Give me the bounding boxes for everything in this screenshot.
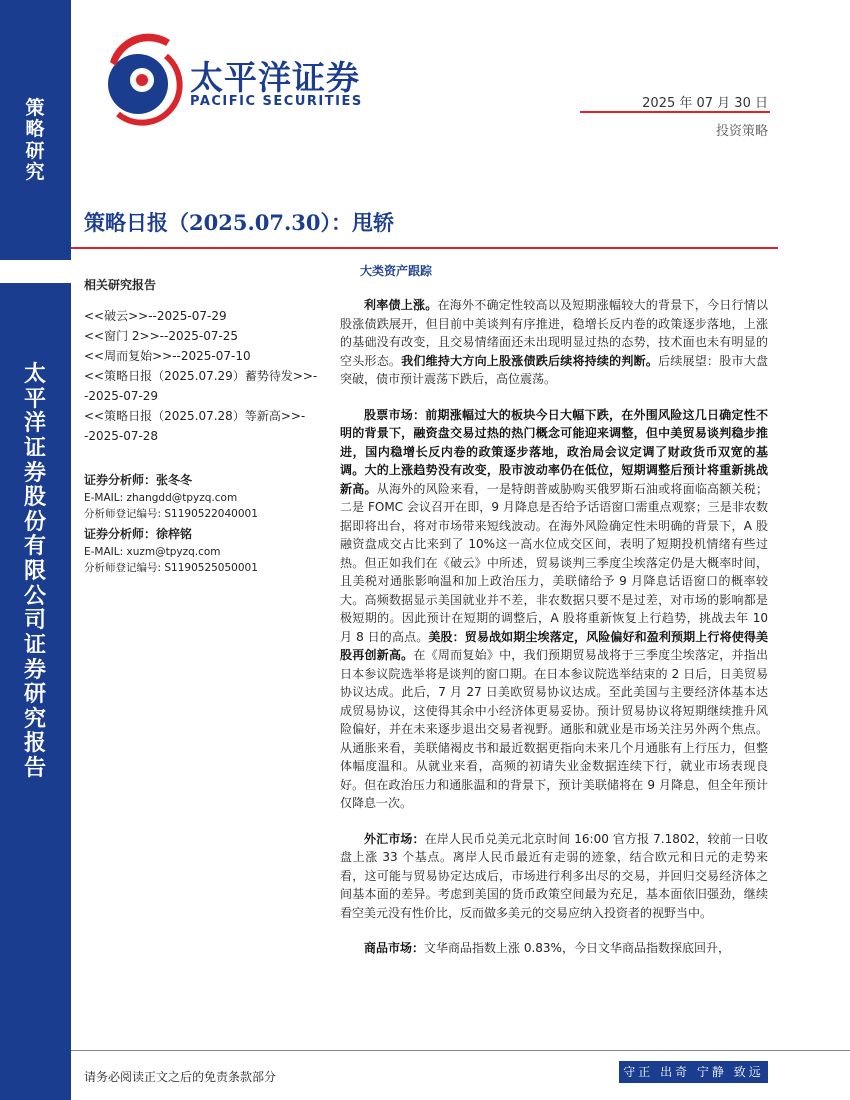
section-heading: 大类资产跟踪 xyxy=(360,264,433,278)
related-report-item[interactable]: <<窗门 2>>--2025-07-25 xyxy=(84,329,239,343)
sidebar-bottom-band xyxy=(0,283,71,1100)
related-report-item[interactable]: <<周而复始>>--2025-07-10 xyxy=(84,349,251,363)
analyst-title: 证券分析师：张冬冬 xyxy=(84,473,193,487)
paragraph-lead: 股票市场：前期涨幅过大的板块今日大幅下跌，在外围风险这几日确定性不明的背景下，融资盘交易过热的热门概念可能迎来调整，但中美贸易谈判稳步推进，国内稳增长反内卷的政策逐步落地，政治局会议定调了财政货币双宽的基调。大的上涨趋势没有改变，股市波动率仍在低位，短期调整后预计将重新挑战新高。 xyxy=(340,407,768,496)
paragraph-text: 后续展望：股市大盘突破，债市预计震荡下跌后，高位震荡。 xyxy=(340,353,768,386)
analyst-registration: 分析师登记编号: S1190522040001 xyxy=(84,508,258,520)
footer-disclaimer: 请务必阅读正文之后的免责条款部分 xyxy=(84,1070,277,1084)
paragraph-text: 在《周而复始》中，我们预期贸易战将于三季度尘埃落定，并指出日本参议院选举将是谈判的窗口期。在日本参议院选举结束的 2 日后，日美贸易协议达成。此后，7 月 27 日美欧贸易协议达成。至此美国与主要经济体基本达成贸易协议，这使得其余中小经济体更易妥协。预计贸易协议将短期继续推升风险偏好，并在未来逐步退出交易者视野。通胀和就业是市场关注另外两个焦点。从通胀来看，美联储褐皮书和最近数据更指向未来几个月通胀有上行压力，但整体幅度温和。从就业来看，高频的初请失业金数据连续下行，就业市场表现良好。但在政治压力和通胀温和的背景下，预计美联储将在 9 月降息，但全年预计仅降息一次。 xyxy=(340,648,768,810)
footer-divider xyxy=(71,1050,850,1051)
paragraph-text: 在海外不确定性较高以及短期涨幅较大的背景下，今日行情以股涨债跌展开，但目前中美谈判有序推进，稳增长反内卷的政策逐步落地，上涨的基础没有改变，且交易情绪面还未出现明显过热的态势，技术面也未有明显的空头形态。 xyxy=(340,298,768,368)
analyst-title: 证券分析师：徐梓铭 xyxy=(84,527,193,541)
related-report-item[interactable]: <<策略日报（2025.07.28）等新高>>--2025-07-28 xyxy=(84,409,306,443)
paragraph-equities xyxy=(340,406,768,813)
analyst-registration: 分析师登记编号: S1190525050001 xyxy=(84,562,258,574)
report-title: 策略日报（2025.07.30）：甩轿 xyxy=(84,210,395,235)
header-red-rule xyxy=(580,111,770,113)
sidebar-top-label: 策略研究 xyxy=(25,97,45,183)
paragraph-lead: 商品市场： xyxy=(364,941,425,955)
report-category: 投资策略 xyxy=(715,124,768,139)
paragraph-text: 从海外的风险来看，一是特朗普威胁购买俄罗斯石油或将面临高额关税；二是 FOMC 会议召开在即，9 月降息是否给予话语窗口需重点观察；三是非农数据即将出台，将对市场带来短线波动。在海外风险确定性未明确的背景下，A 股融资盘成交占比来到了 10%这一高水位成交区间，表明了短期投机情绪有些过热。但正如我们在《破云》中所述，贸易谈判三季度尘埃落定仍是大概率时间，且美税对通胀影响温和加上政治压力，美联储给予 9 月降息话语窗口的概率较大。高频数据显示美国就业并不差，非农数据只要不是过差，对市场的影响都是极短期的。因此预计在短期的调整后，A 股将重新恢复上行趋势，挑战去年 10 月 8 日的高点。 xyxy=(340,481,768,644)
sidebar-top-band xyxy=(0,0,71,260)
title-red-rule xyxy=(71,247,778,249)
paragraph-fx xyxy=(340,830,768,923)
related-report-item[interactable]: <<破云>>--2025-07-29 xyxy=(84,309,227,323)
paragraph-bold-text: 我们维持大方向上股涨债跌后续将持续的判断。 xyxy=(401,353,659,368)
report-date: 2025 年 07 月 30 日 xyxy=(642,96,768,111)
footer-motto-badge: 守正 出奇 宁静 致远 xyxy=(619,1061,768,1083)
paragraph-lead: 利率债上涨。 xyxy=(364,298,438,312)
paragraph-commodities xyxy=(340,939,768,958)
analyst-email[interactable]: E-MAIL: xuzm@tpyzq.com xyxy=(84,546,221,558)
related-report-item[interactable]: <<策略日报（2025.07.29）蓄势待发>>--2025-07-29 xyxy=(84,369,318,403)
brand-name-cn: 太平洋证券 xyxy=(190,58,360,97)
paragraph-bonds xyxy=(340,296,768,389)
related-reports-heading: 相关研究报告 xyxy=(84,278,157,292)
paragraph-text: 文华商品指数上涨 0.83%，今日文华商品指数探底回升， xyxy=(424,941,730,955)
brand-name-en: PACIFIC SECURITIES xyxy=(190,94,363,109)
main-body xyxy=(340,296,768,975)
paragraph-lead: 外汇市场： xyxy=(364,831,425,846)
sidebar-bottom-label: 太平洋证券股份有限公司证券研究报告 xyxy=(23,362,46,781)
paragraph-text: 在岸人民币兑美元北京时间 16:00 官方报 7.1802，较前一日收盘上涨 33 个基点。离岸人民币最近有走弱的迹象，结合欧元和日元的走势来看，这可能与贸易协定达成后，市场进行利多出尽的交易，并回归交易经济体之间基本面的差异。考虑到美国的货币政策空间最为充足，基本面依旧强劲，继续看空美元没有性价比，反而做多美元的交易应纳入投资者的视野当中。 xyxy=(340,831,768,920)
paragraph-lead: 美股：贸易战如期尘埃落定，风险偏好和盈利预期上行将使得美股再创新高。 xyxy=(340,629,768,662)
left-column xyxy=(84,276,329,576)
analyst-email[interactable]: E-MAIL: zhangdd@tpyzq.com xyxy=(84,492,238,504)
